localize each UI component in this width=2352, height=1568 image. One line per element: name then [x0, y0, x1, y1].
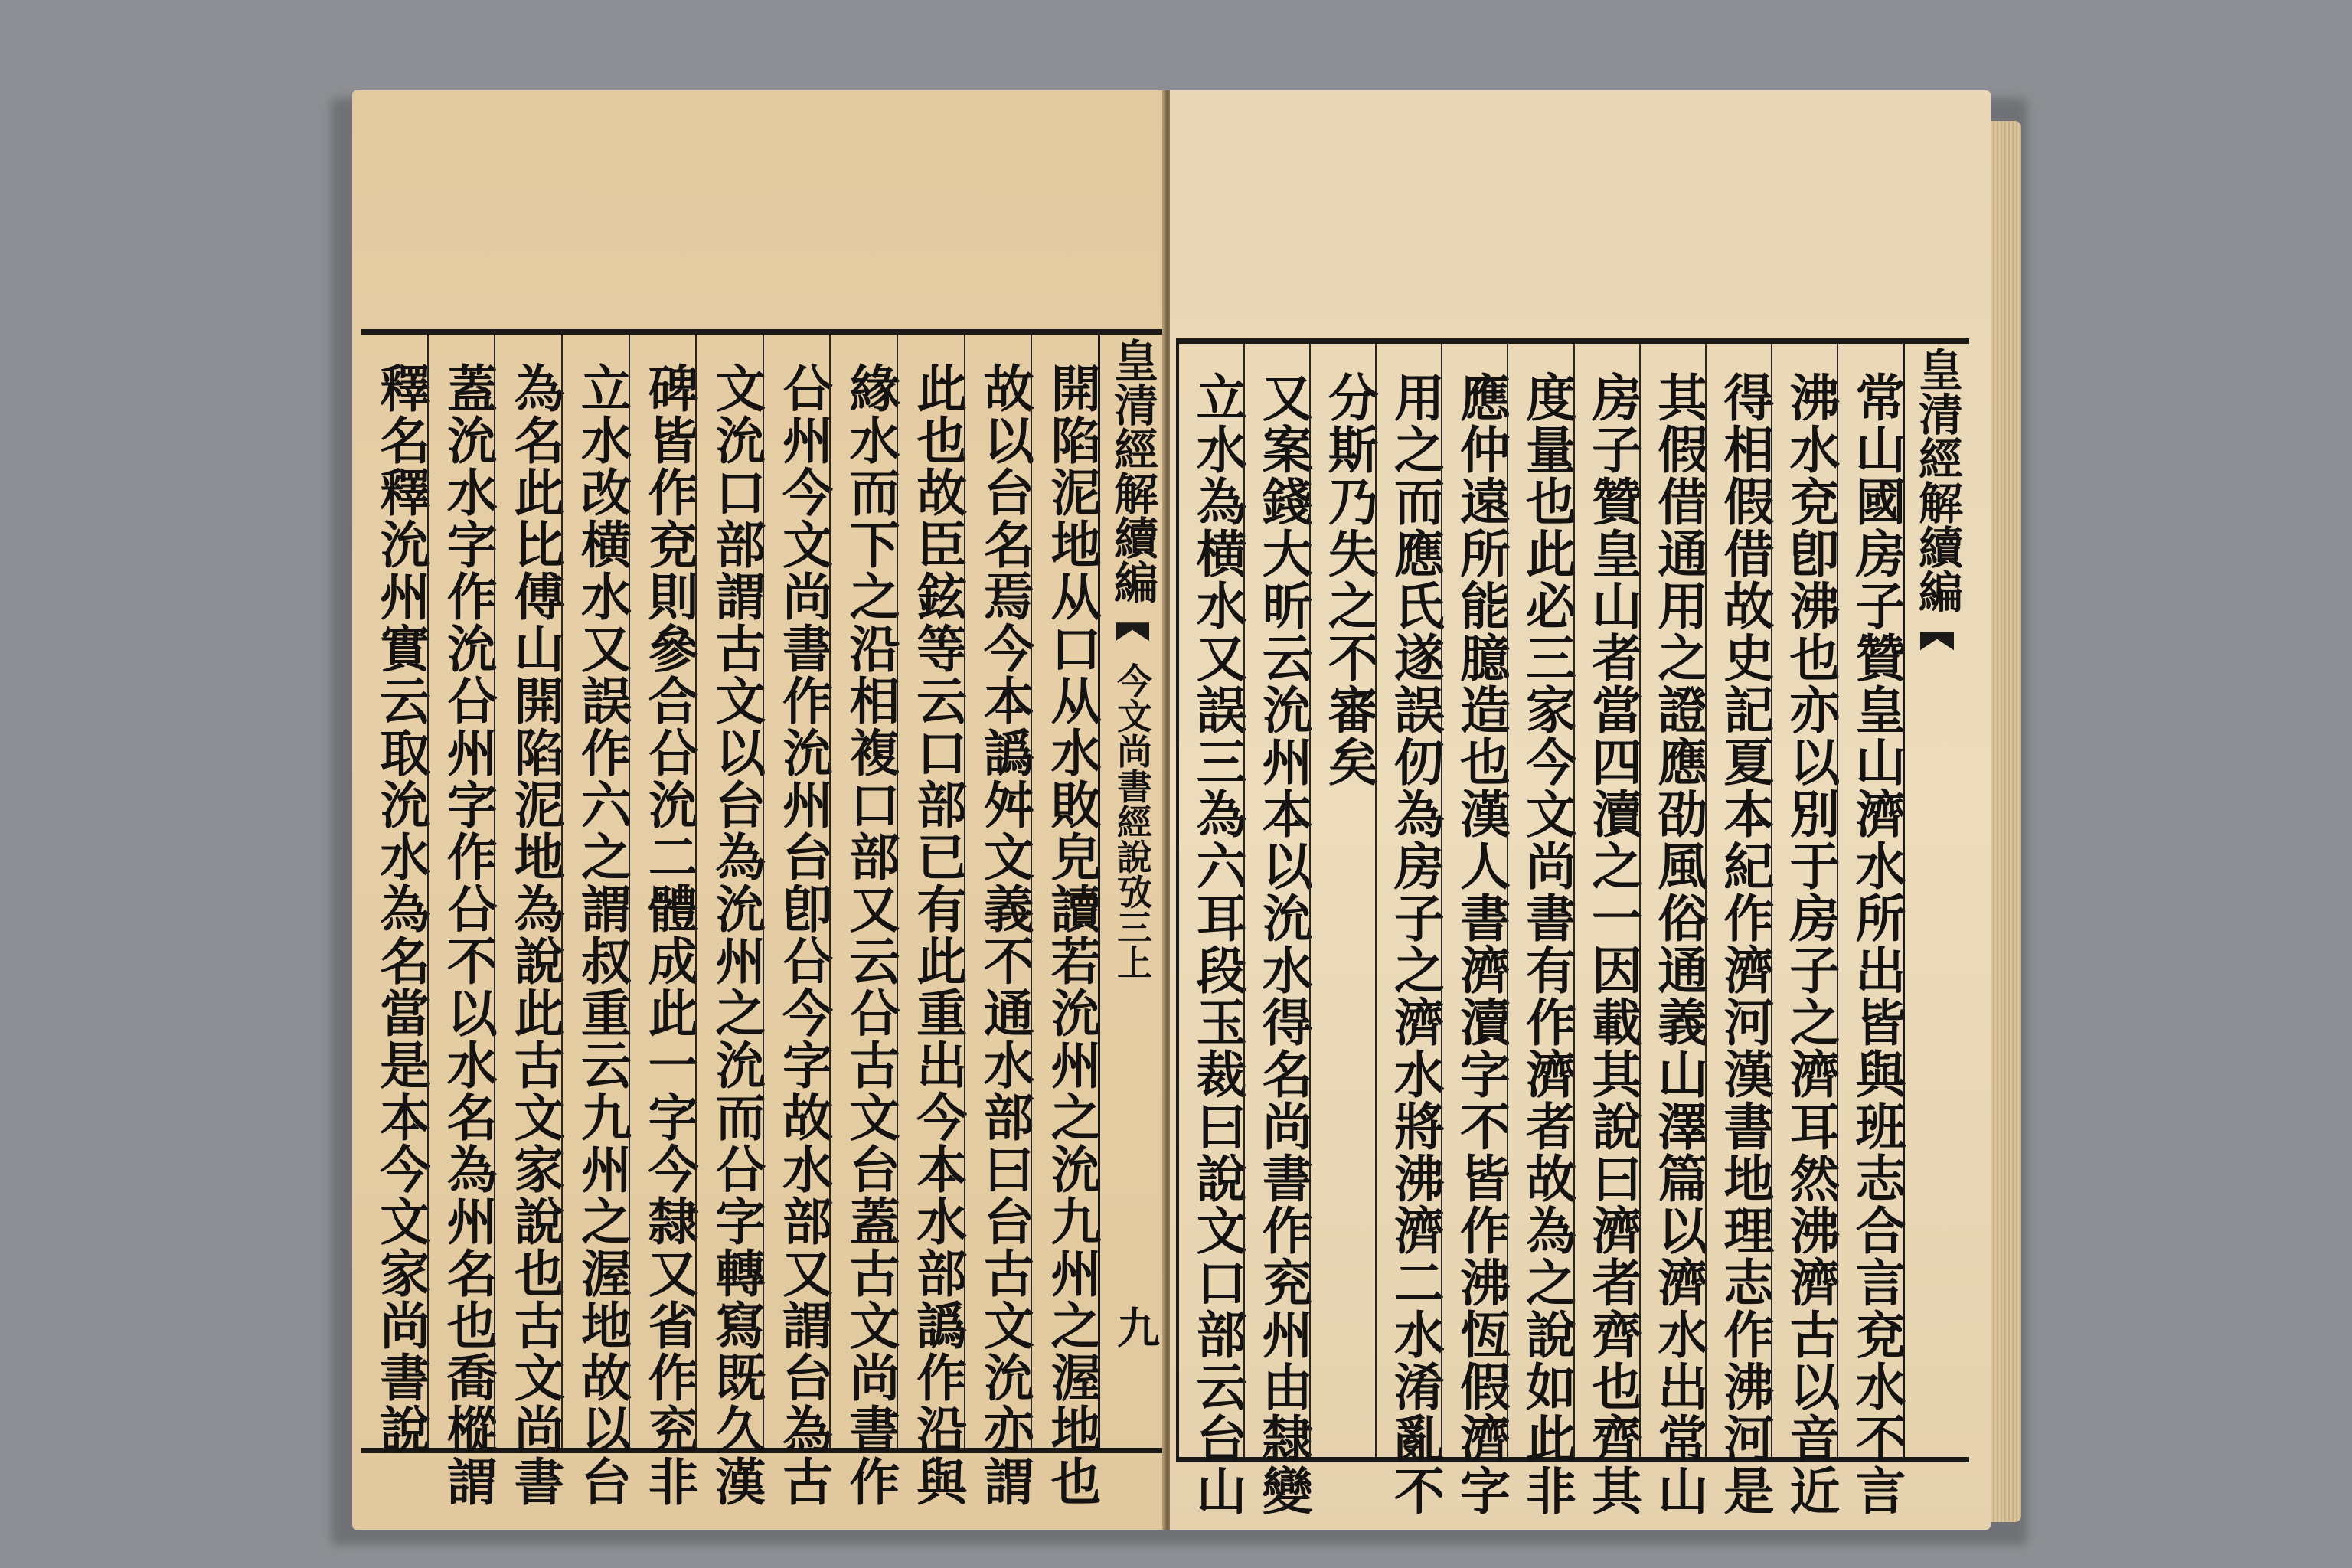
- page-edges: [1991, 121, 2021, 1522]
- right-col-2: 沸水兗卽沸也亦以別于房子之濟耳然沸濟古以音近: [1771, 344, 1837, 1457]
- fish-tail-mark: [1920, 632, 1954, 650]
- right-col-5: 房子贊皇山者當四瀆之一因載其說曰濟者齊也齊其: [1573, 344, 1639, 1457]
- right-page-frame: [1176, 338, 1969, 1517]
- left-col-2: 故以台名焉今本譌舛文義不通水部曰台古文沇亦謂: [964, 335, 1031, 1448]
- right-banxin-title: 皇清經解續編: [1911, 347, 1963, 613]
- left-col-1: 開陷泥地从口从水敗皃讀若沇州之沇九州之渥地也: [1031, 335, 1098, 1448]
- left-banxin: [1098, 335, 1165, 1448]
- left-page-frame: [361, 329, 1168, 1508]
- right-col-4: 其假借通用之證應劭風俗通義山澤篇以濟水出常山: [1639, 344, 1705, 1457]
- right-col-7: 應仲遠所能臆造也漢人書濟瀆字不皆作沸恆假濟字: [1441, 344, 1507, 1457]
- right-col-3: 得相假借故史記夏本紀作濟河漢書地理志作沸河是: [1705, 344, 1771, 1457]
- right-col-9: 分斯乃失之不審矣: [1309, 344, 1375, 1457]
- left-page: [352, 90, 1165, 1530]
- left-col-4: 緣水而下之沿相複口部又云㕣古文台蓋古文尚書作: [829, 335, 897, 1448]
- left-col-11: 釋名釋沇州實云取沇水為名當是本今文家尚書說: [371, 362, 431, 1455]
- left-banxin-subtitle: 今文尚書經說攷三上: [1112, 662, 1153, 980]
- left-col-6: 文沇口部謂古文以台為沇州之沇而㕣字轉寫既久漢: [695, 335, 763, 1448]
- right-banxin: [1903, 344, 1969, 1457]
- left-banxin-title: 皇清經解續編: [1106, 338, 1158, 604]
- right-col-8: 用之而應氏遂誤仞為房子之濟水將沸濟二水淆亂不: [1375, 344, 1441, 1457]
- left-col-3: 此也故臣鉉等云口部已有此重出今本水部譌作沿與: [897, 335, 964, 1448]
- right-col-10: 又案錢大昕云沇州本以沇水得名尚書作兖州由隸變: [1243, 344, 1309, 1457]
- fish-tail-mark: [1116, 622, 1149, 641]
- left-col-9: 為名此比傅山開陷泥地為說此古文家說也古文尚書: [494, 335, 561, 1448]
- open-book: [337, 90, 2021, 1539]
- left-col-10: 蓋沇水字作沇㕣州字作㕣不以水名為州名也喬樅謂: [427, 335, 495, 1448]
- left-col-5: 㕣州今文尚書作沇州台卽㕣今字故水部又謂台為古: [763, 335, 830, 1448]
- left-page-number: 九: [1110, 1305, 1161, 1348]
- left-col-7: 碑皆作兗則參合㕣沇二體成此一字今隸又省作兖非: [629, 335, 696, 1448]
- right-col-11: 立水為横水又誤三為六耳段玉裁曰說文口部云台山: [1187, 371, 1248, 1517]
- right-col-6: 度量也此必三家今文尚書有作濟者故為之說如此非: [1507, 344, 1573, 1457]
- left-col-8: 立水改横水又誤作六之謂叔重云九州之渥地故以台: [561, 335, 629, 1448]
- right-col-1: 常山國房子贊皇山濟水所出皆與班志合言兗水不言: [1837, 344, 1903, 1457]
- right-page: [1170, 90, 1991, 1530]
